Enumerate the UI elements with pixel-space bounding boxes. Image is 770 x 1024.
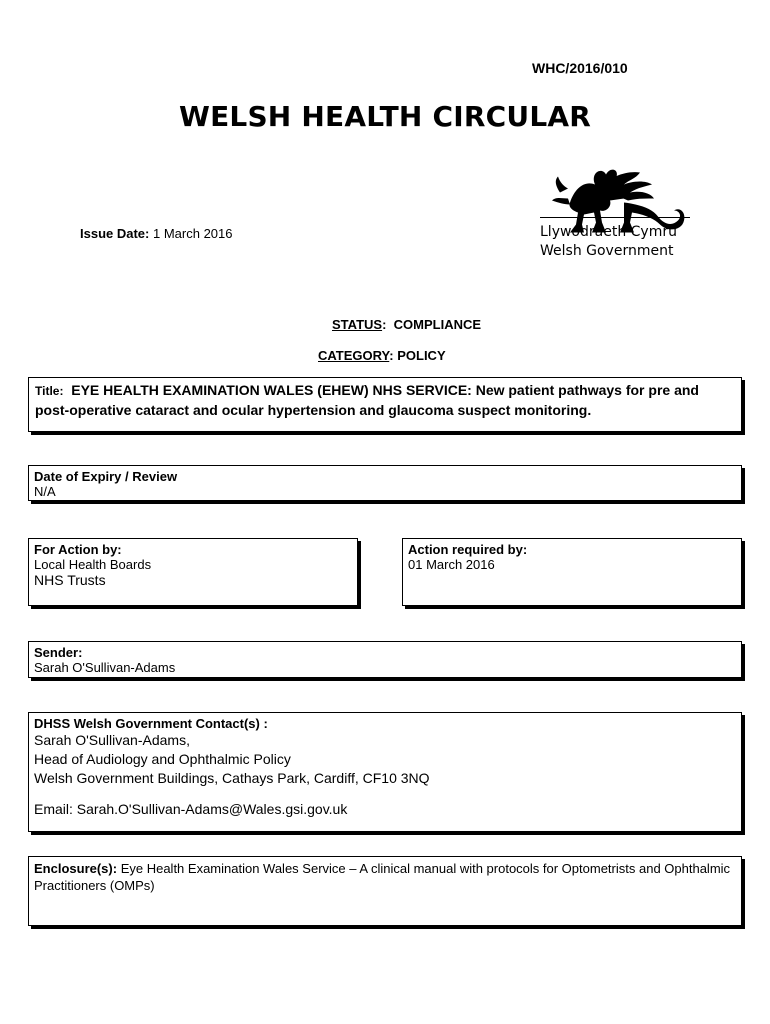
category-line: CATEGORY: POLICY	[318, 348, 446, 363]
sender-box	[28, 641, 742, 678]
circular-reference: WHC/2016/010	[532, 60, 628, 76]
issue-date-label: Issue Date:	[80, 226, 150, 241]
title-text-wrap	[35, 381, 735, 420]
action-required-value: 01 March 2016	[408, 557, 495, 572]
action-required-box	[402, 538, 742, 606]
title-label: Title:	[35, 384, 64, 398]
contact-line: Head of Audiology and Ophthalmic Policy	[34, 751, 291, 767]
logo-text-welsh: Llywodraeth Cymru	[540, 224, 677, 240]
logo-divider	[540, 217, 690, 218]
category-value: POLICY	[397, 348, 446, 363]
issue-date	[80, 226, 233, 241]
page-title: WELSH HEALTH CIRCULAR	[178, 100, 591, 133]
status-value: COMPLIANCE	[393, 317, 482, 332]
expiry-value: N/A	[34, 484, 56, 499]
expiry-box	[28, 465, 742, 501]
category-label: CATEGORY	[318, 348, 390, 363]
contact-line: Welsh Government Buildings, Cathays Park, Cardiff, CF10 3NQ	[34, 770, 430, 786]
expiry-label: Date of Expiry / Review	[34, 469, 178, 484]
contact-email: Email: Sarah.O'Sullivan-Adams@Wales.gsi.gov.uk	[34, 801, 348, 817]
issue-date-value: 1 March 2016	[153, 226, 233, 241]
enclosure-label: Enclosure(s):	[34, 861, 118, 876]
contact-label: DHSS Welsh Government Contact(s) :	[34, 716, 268, 731]
action-by-box	[28, 538, 358, 606]
status-label: STATUS	[332, 317, 383, 332]
status-line: STATUS: COMPLIANCE	[332, 317, 482, 332]
action-by-label: For Action by:	[34, 542, 122, 557]
logo-text-english: Welsh Government	[540, 243, 674, 259]
contact-box	[28, 712, 742, 832]
enclosure-box	[28, 856, 742, 926]
enclosure-text: Eye Health Examination Wales Service – A clinical manual with protocols for Optometrists and Ophthalmic Practitioners (OMPs)	[34, 861, 731, 893]
sender-value: Sarah O'Sullivan-Adams	[34, 660, 176, 675]
action-by-item: NHS Trusts	[34, 572, 106, 588]
sender-label: Sender:	[34, 645, 83, 660]
title-box	[28, 377, 742, 432]
title-text: EYE HEALTH EXAMINATION WALES (EHEW) NHS SERVICE: New patient pathways for pre and post-operative cataract and ocular hypertension and glaucoma suspect monitoring.	[35, 382, 699, 418]
action-required-label: Action required by:	[408, 542, 528, 557]
contact-line: Sarah O'Sullivan-Adams,	[34, 732, 190, 748]
action-by-item: Local Health Boards	[34, 557, 152, 572]
